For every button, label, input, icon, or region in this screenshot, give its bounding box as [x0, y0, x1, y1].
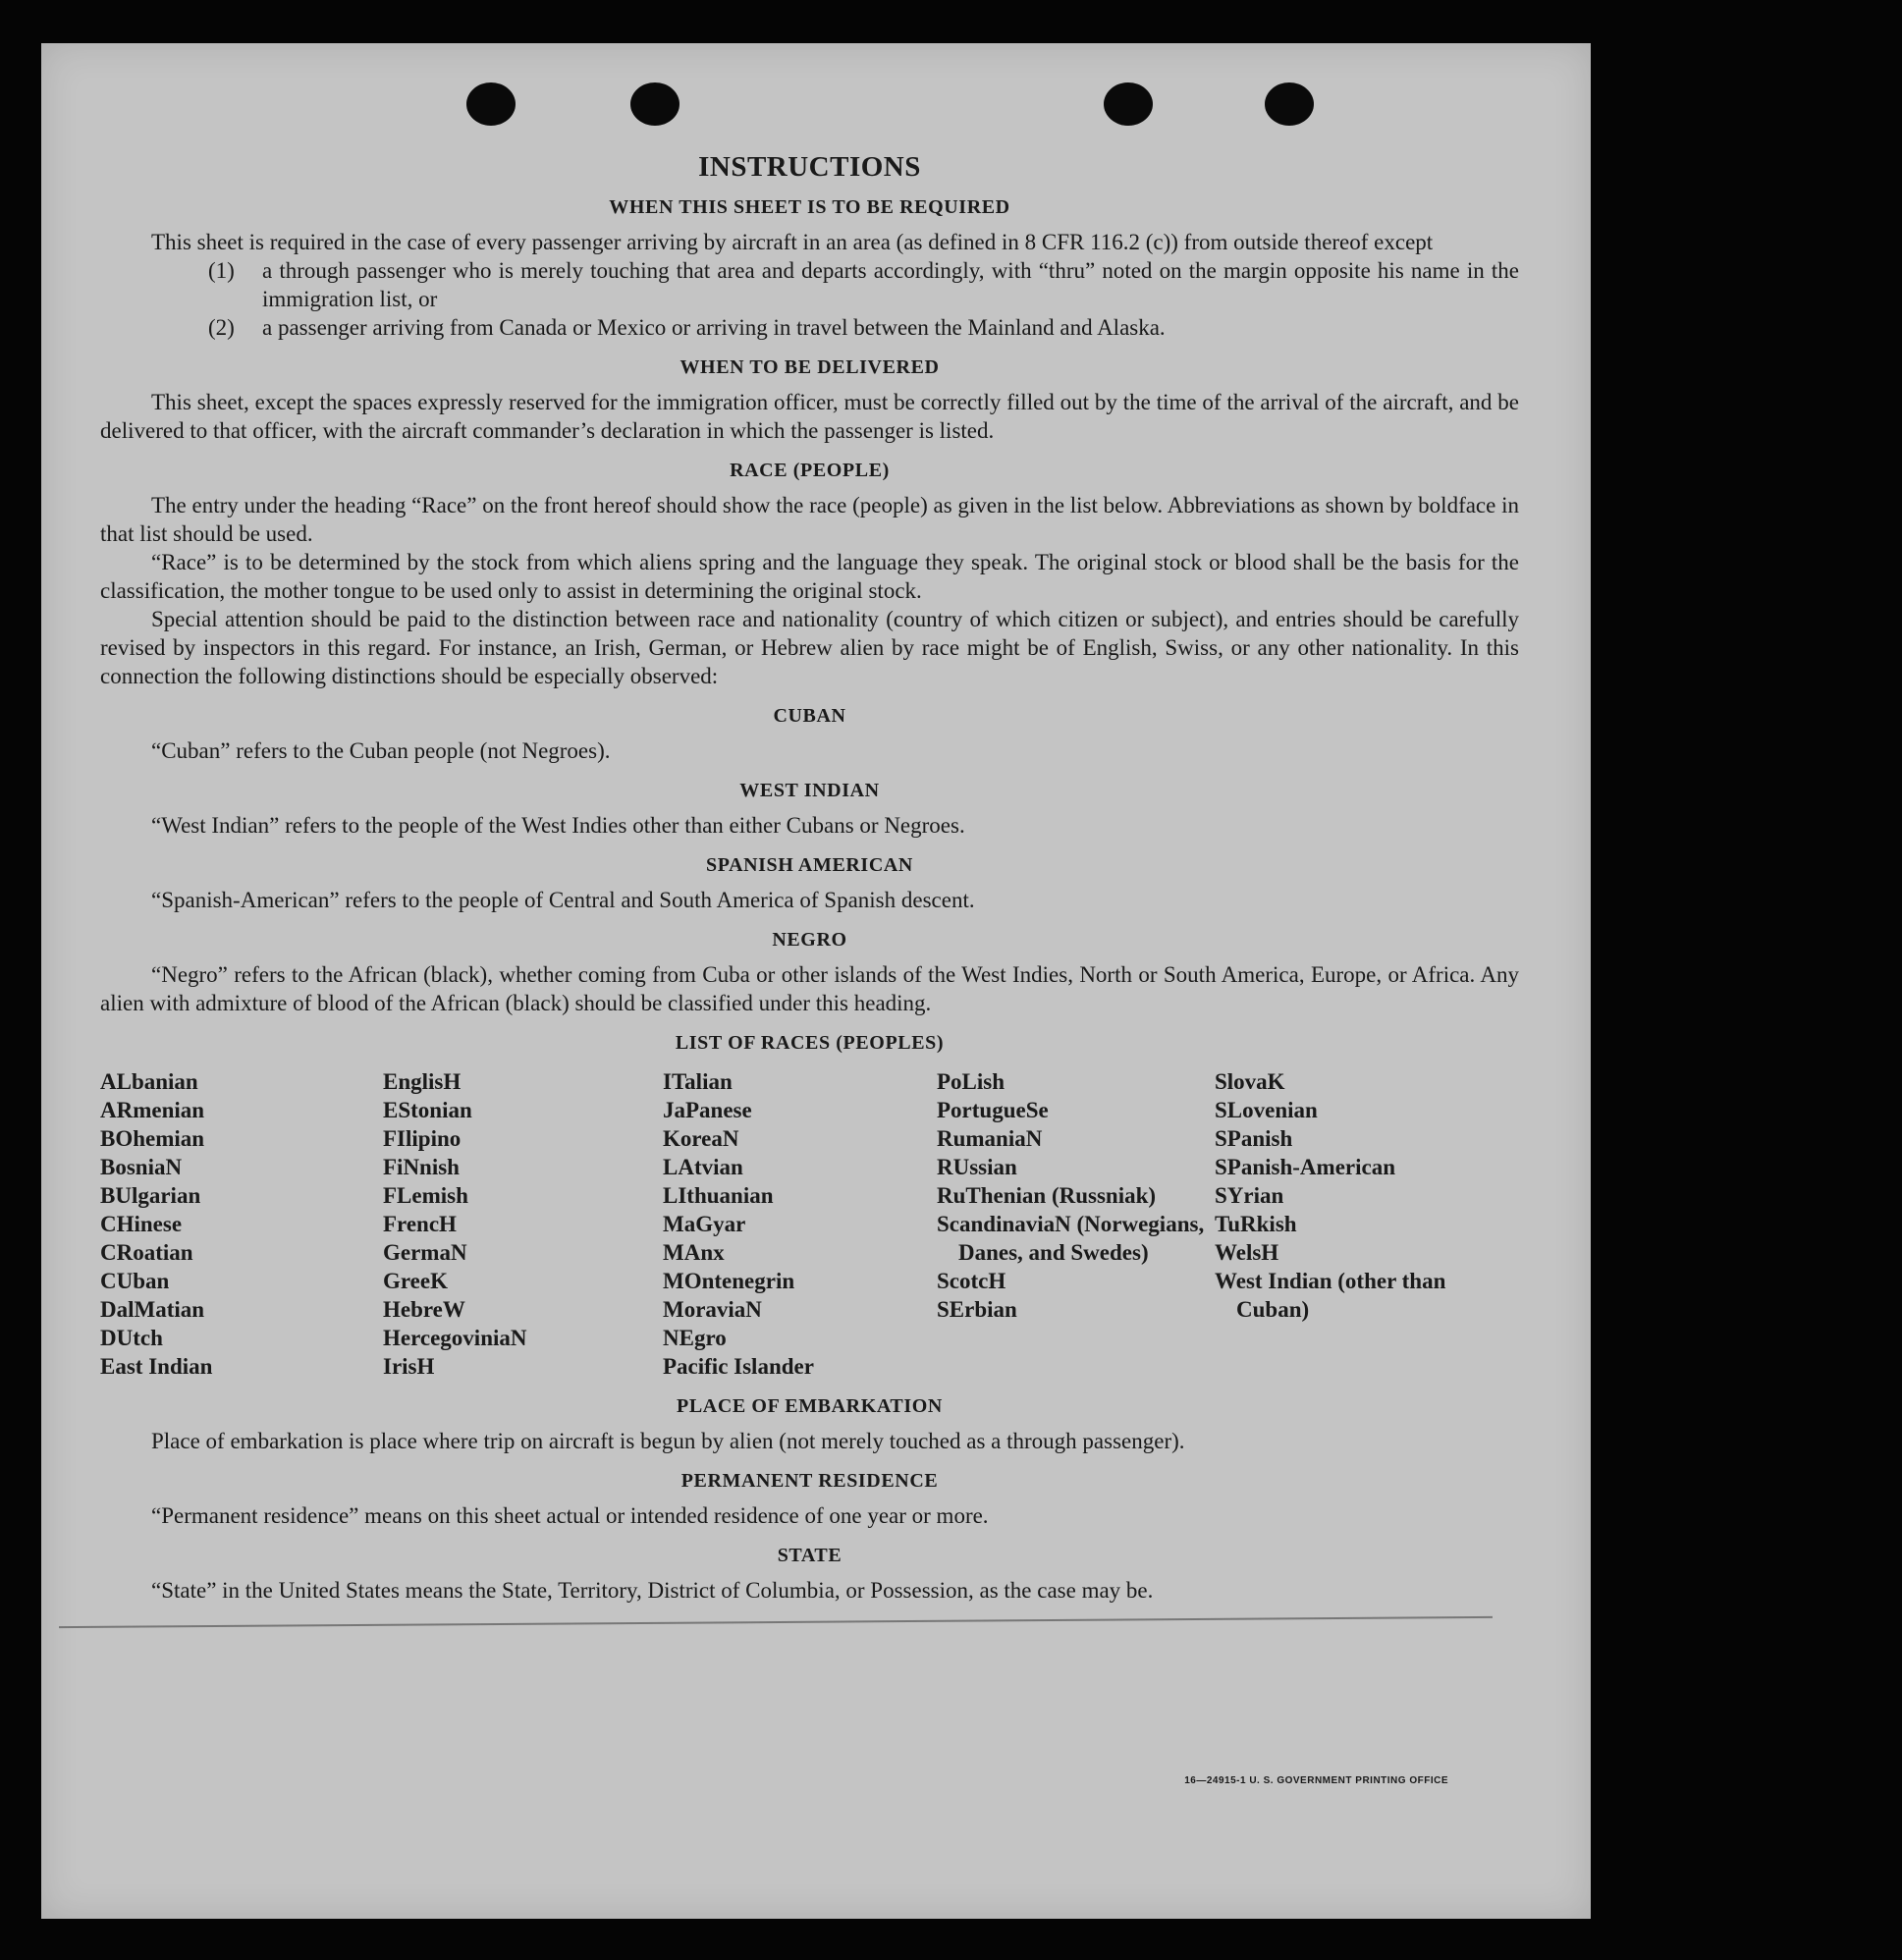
race-item: EnglisH: [383, 1069, 462, 1094]
heading-state: STATE: [777, 1545, 842, 1566]
race-item: CHinese: [100, 1212, 183, 1236]
race-item: SErbian: [937, 1297, 1017, 1322]
race-item: FiNnish: [383, 1155, 460, 1179]
race-item: LIthuanian: [663, 1183, 774, 1208]
races-list: [100, 1067, 1519, 1381]
punch-hole: [466, 82, 516, 126]
race-item: PoLish: [937, 1069, 1005, 1094]
race-item: MaGyar: [663, 1212, 746, 1236]
race-paragraph-1: The entry under the heading “Race” on the front hereof should show the race (people) as given in the list below. Abbreviations as shown by boldface in that list should be used.: [100, 493, 1519, 546]
race-item: TuRkish: [1215, 1212, 1297, 1236]
race-item: EStonian: [383, 1098, 472, 1122]
heading-when-delivered: WHEN TO BE DELIVERED: [679, 356, 940, 378]
embarkation-text: Place of embarkation is place where trip on aircraft is begun by alien (not merely touched as a through passenger).: [151, 1429, 1185, 1453]
race-item: West Indian (other than Cuban): [1215, 1269, 1446, 1322]
race-item: ScandinaviaN (Norwegians, Danes, and Swedes): [937, 1212, 1205, 1265]
race-item: FIlipino: [383, 1126, 462, 1151]
race-item: RUssian: [937, 1155, 1017, 1179]
race-item: SPanish: [1215, 1126, 1293, 1151]
clause-1: [100, 256, 1519, 313]
punch-hole: [630, 82, 679, 126]
heading-cuban: CUBAN: [773, 705, 846, 727]
negro-text: “Negro” refers to the African (black), whether coming from Cuba or other islands of the West Indies, North or South America, Europe, or Africa. Any alien with admixture of blood of the African (black) should be classified under this heading.: [100, 962, 1519, 1015]
punch-hole: [1265, 82, 1314, 126]
race-item: ScotcH: [937, 1269, 1006, 1293]
race-item: PortugueSe: [937, 1098, 1049, 1122]
race-item: NEgro: [663, 1326, 727, 1350]
race-item: BOhemian: [100, 1126, 205, 1151]
state-text: “State” in the United States means the State, Territory, District of Columbia, or Possession, as the case may be.: [151, 1578, 1154, 1603]
heading-embarkation: PLACE OF EMBARKATION: [677, 1395, 943, 1417]
race-item: DUtch: [100, 1326, 163, 1350]
when-delivered-text: This sheet, except the spaces expressly reserved for the immigration officer, must be correctly filled out by the time of the arrival of the aircraft, and be delivered to that officer, with the aircraft commander’s declaration in which the passenger is listed.: [100, 390, 1519, 443]
clause-text: a through passenger who is merely touching that area and departs accordingly, with “thru” noted on the margin opposite his name in the immigration list, or: [262, 258, 1519, 311]
race-item: LAtvian: [663, 1155, 743, 1179]
cuban-text: “Cuban” refers to the Cuban people (not Negroes).: [151, 738, 611, 763]
race-item: HercegoviniaN: [383, 1326, 527, 1350]
race-item: KoreaN: [663, 1126, 739, 1151]
race-item: MOntenegrin: [663, 1269, 795, 1293]
document-body: [100, 153, 1519, 1605]
race-item: MoraviaN: [663, 1297, 762, 1322]
heading-when-required: WHEN THIS SHEET IS TO BE REQUIRED: [609, 196, 1010, 218]
race-item: SPanish-American: [1215, 1155, 1395, 1179]
clause-number: (1): [208, 258, 235, 283]
races-column: [663, 1067, 937, 1381]
races-column: [937, 1067, 1215, 1381]
races-column: [100, 1067, 383, 1381]
race-item: FLemish: [383, 1183, 468, 1208]
race-item: GermaN: [383, 1240, 467, 1265]
race-item: BosniaN: [100, 1155, 183, 1179]
fold-line: [59, 1616, 1493, 1628]
heading-west-indian: WEST INDIAN: [739, 780, 880, 801]
race-item: MAnx: [663, 1240, 725, 1265]
clause-2: [100, 313, 1519, 342]
race-item: RumaniaN: [937, 1126, 1043, 1151]
race-item: CRoatian: [100, 1240, 193, 1265]
races-column: [1215, 1067, 1470, 1381]
when-required-intro: This sheet is required in the case of every passenger arriving by aircraft in an area (as defined in 8 CFR 116.2 (c)) from outside thereof except: [151, 230, 1434, 254]
race-item: HebreW: [383, 1297, 465, 1322]
race-item: BUlgarian: [100, 1183, 201, 1208]
printer-imprint: 16—24915-1 U. S. GOVERNMENT PRINTING OFFICE: [1184, 1775, 1448, 1786]
spanish-american-text: “Spanish-American” refers to the people of Central and South America of Spanish descent.: [151, 888, 975, 912]
race-item: East Indian: [100, 1354, 213, 1379]
race-item: FrencH: [383, 1212, 457, 1236]
heading-race: RACE (PEOPLE): [730, 460, 890, 481]
race-item: JaPanese: [663, 1098, 752, 1122]
race-item: RuThenian (Russniak): [937, 1183, 1157, 1208]
race-item: ITalian: [663, 1069, 733, 1094]
west-indian-text: “West Indian” refers to the people of the West Indies other than either Cubans or Negroes.: [151, 813, 965, 838]
race-item: CUban: [100, 1269, 170, 1293]
punch-hole: [1104, 82, 1153, 126]
document-sheet: [41, 43, 1591, 1919]
heading-spanish-american: SPANISH AMERICAN: [706, 854, 913, 876]
race-paragraph-3: Special attention should be paid to the distinction between race and nationality (country of which citizen or subject), and entries should be carefully revised by inspectors in this regard. For instance, an Irish, German, or Hebrew alien by race might be of English, Swiss, or any other nationality. In this connection the following distinctions should be especially observed:: [100, 607, 1519, 688]
race-item: ARmenian: [100, 1098, 205, 1122]
race-paragraph-2: “Race” is to be determined by the stock from which aliens spring and the language they speak. The original stock or blood shall be the basis for the classification, the mother tongue to be used only to assist in determining the original stock.: [100, 550, 1519, 603]
race-item: SLovenian: [1215, 1098, 1318, 1122]
page-title: INSTRUCTIONS: [698, 151, 921, 183]
races-column: [383, 1067, 663, 1381]
residence-text: “Permanent residence” means on this sheet actual or intended residence of one year or more.: [151, 1503, 989, 1528]
heading-permanent-residence: PERMANENT RESIDENCE: [680, 1470, 939, 1492]
race-item: DalMatian: [100, 1297, 205, 1322]
race-item: SlovaK: [1215, 1069, 1285, 1094]
heading-negro: NEGRO: [772, 929, 847, 951]
race-item: Pacific Islander: [663, 1354, 814, 1379]
clause-text: a passenger arriving from Canada or Mexico or arriving in travel between the Mainland and Alaska.: [262, 315, 1166, 340]
heading-list-of-races: LIST OF RACES (PEOPLES): [675, 1032, 945, 1054]
race-item: GreeK: [383, 1269, 448, 1293]
race-item: SYrian: [1215, 1183, 1284, 1208]
race-item: IrisH: [383, 1354, 435, 1379]
race-item: WelsH: [1215, 1240, 1279, 1265]
clause-number: (2): [208, 315, 235, 340]
race-item: ALbanian: [100, 1069, 198, 1094]
